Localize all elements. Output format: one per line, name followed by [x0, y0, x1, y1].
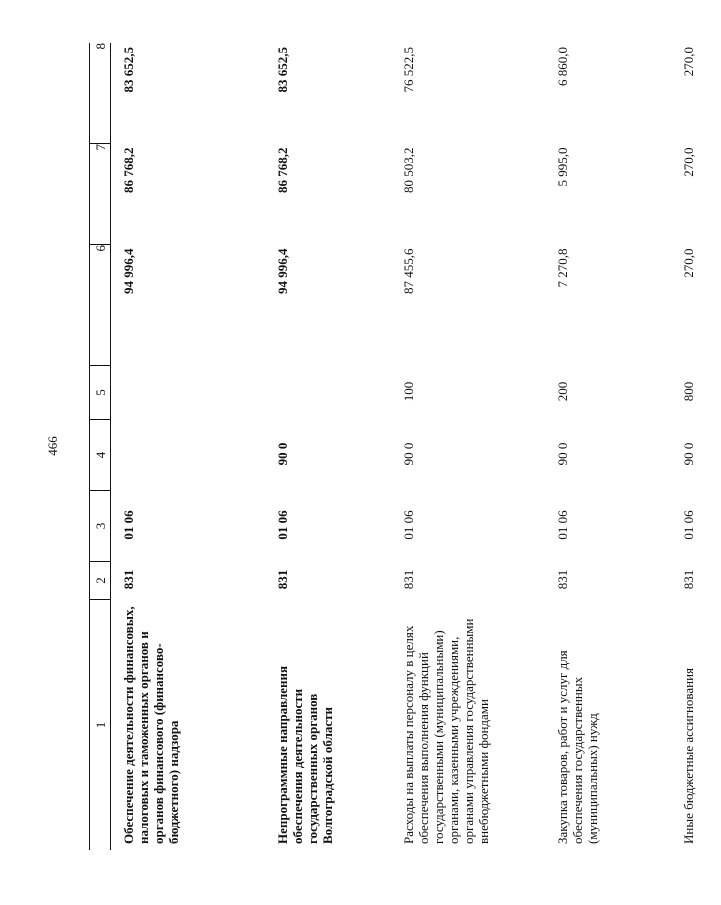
row-amount-col6: 87 455,6	[401, 248, 416, 294]
row-expense-type	[111, 366, 266, 420]
row-expense-type: 100	[401, 381, 416, 402]
row-amount-col7: 86 768,2	[121, 147, 136, 193]
budget-table	[89, 43, 721, 850]
row-target-article: 90 0	[401, 442, 416, 466]
row-expense-type: 800	[681, 381, 696, 402]
row-amount-col8: 6 860,0	[555, 47, 570, 86]
row-amount-col6: 270,0	[681, 248, 696, 278]
header-col-6: 6	[90, 245, 111, 366]
row-name	[545, 600, 671, 851]
row-amount-col8: 270,0	[681, 47, 696, 77]
row-code: 831	[401, 569, 416, 590]
row-name-text: Непрограммные направления обеспечения деятельности государственных органов Волгоградской области	[275, 665, 335, 844]
row-code: 831	[555, 569, 570, 590]
row-amount-col8: 76 522,5	[401, 47, 416, 93]
row-name-text: Обеспечение деятельности финансовых, налоговых и таможенных органов и органов финансового (финансово-бюджетного) надзора	[121, 606, 181, 844]
header-col-5: 5	[90, 366, 111, 420]
header-col-7: 7	[90, 144, 111, 245]
row-amount-col8: 83 652,5	[275, 47, 290, 93]
page-number: 466	[45, 436, 60, 456]
row-target-article: 90 0	[275, 442, 290, 466]
row-name-text: Расходы на выплаты персоналу в целях обеспечения выполнения функций государственными (муниципальными) органами, казенными учреждениями, органами управления государственными внебюджетными фондами	[401, 618, 491, 844]
table-row	[545, 43, 671, 850]
table-row	[671, 43, 721, 850]
row-expense-type: 200	[555, 381, 570, 402]
header-col-3: 3	[90, 491, 111, 562]
row-section: 01 06	[121, 510, 136, 540]
row-section: 01 06	[275, 510, 290, 540]
row-name	[265, 600, 391, 851]
row-expense-type	[265, 366, 391, 420]
row-amount-col6: 94 996,4	[121, 248, 136, 294]
row-target-article: 90 0	[681, 442, 696, 466]
row-amount-col8: 83 652,5	[121, 47, 136, 93]
row-code: 831	[275, 569, 290, 590]
row-amount-col7: 86 768,2	[275, 147, 290, 193]
header-col-8: 8	[90, 43, 111, 144]
row-name-text: Иные бюджетные ассигнования	[681, 667, 696, 844]
row-section: 01 06	[555, 510, 570, 540]
row-target-article	[111, 420, 266, 491]
table-row	[111, 43, 266, 850]
header-row	[90, 43, 111, 850]
table-row	[391, 43, 545, 850]
row-section: 01 06	[681, 510, 696, 540]
row-name	[671, 600, 721, 851]
row-section: 01 06	[401, 510, 416, 540]
row-code: 831	[681, 569, 696, 590]
row-amount-col7: 80 503,2	[401, 147, 416, 193]
row-amount-col6: 7 270,8	[555, 248, 570, 288]
row-code: 831	[121, 569, 136, 590]
table-row	[265, 43, 391, 850]
row-target-article: 90 0	[555, 442, 570, 466]
row-name-text: Закупка товаров, работ и услуг для обеспечения государственных (муниципальных) нужд	[555, 650, 600, 844]
header-col-1: 1	[90, 600, 111, 851]
header-col-4: 4	[90, 420, 111, 491]
row-name	[391, 600, 545, 851]
row-amount-col6: 94 996,4	[275, 248, 290, 294]
row-name	[111, 600, 266, 851]
row-amount-col7: 5 995,0	[555, 147, 570, 187]
row-amount-col7: 270,0	[681, 147, 696, 177]
budget-table-rotated	[89, 43, 696, 850]
header-col-2: 2	[90, 562, 111, 600]
